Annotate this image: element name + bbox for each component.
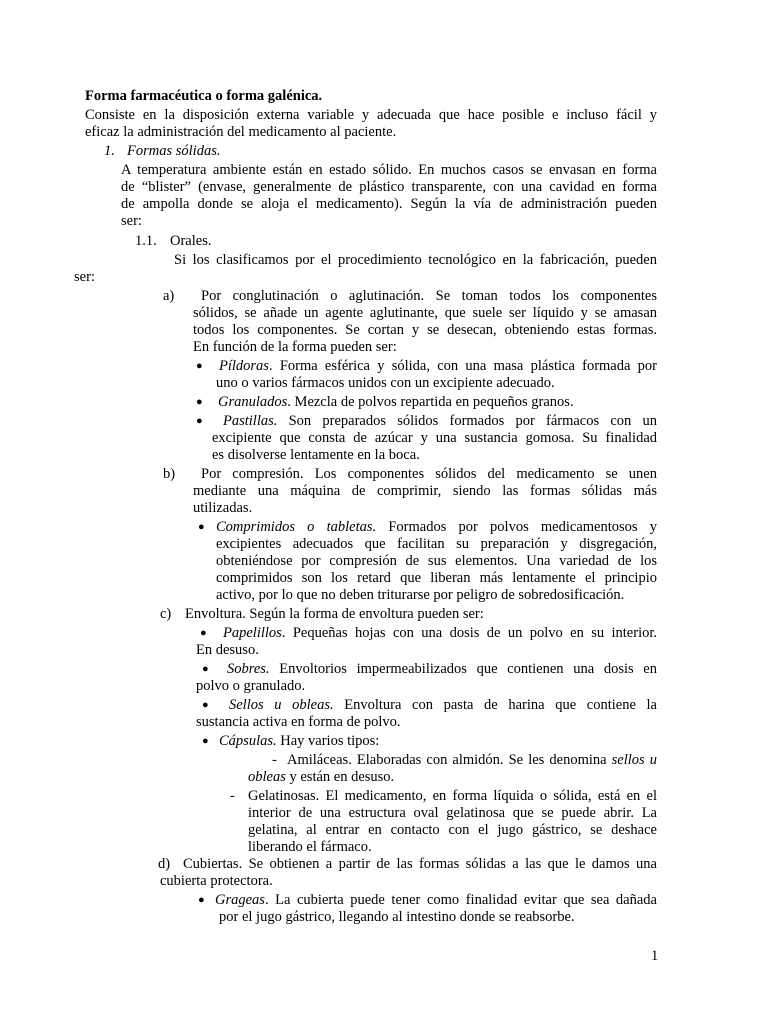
sub-dash: - bbox=[230, 788, 235, 804]
bullet-item-line: por el jugo gástrico, llegando al intestino donde se reabsorbe. bbox=[219, 909, 575, 925]
bullet-item-line: es disolverse lentamente en la boca. bbox=[212, 447, 420, 463]
intro-line-1: Consiste en la disposición externa variable y adecuada que hace posible e incluso fácil y bbox=[85, 107, 657, 123]
section-1-1-heading: Orales. bbox=[170, 233, 212, 249]
item-d-line: Cubiertas. Se obtienen a partir de las formas sólidas a las que le damos una bbox=[183, 856, 657, 872]
section-1-line: de “blister” (envase, generalmente de plástico transparente, con una cavidad en forma bbox=[121, 179, 657, 195]
page-number: 1 bbox=[651, 948, 659, 964]
bullet-item: Granulados. Mezcla de polvos repartida en pequeños granos. bbox=[218, 394, 574, 410]
section-1-number: 1. bbox=[104, 143, 115, 159]
item-b-line: utilizadas. bbox=[193, 500, 253, 516]
bullet-item: Comprimidos o tabletas. Formados por polvos medicamentosos y bbox=[216, 519, 657, 535]
bullet-item: Sellos u obleas. Envoltura con pasta de harina que contiene la bbox=[229, 697, 657, 713]
item-b-line: Por compresión. Los componentes sólidos del medicamento se unen bbox=[201, 466, 657, 482]
section-1-1-line: Si los clasificamos por el procedimiento tecnológico en la fabricación, pueden bbox=[174, 252, 657, 268]
item-a-line: En función de la forma pueden ser: bbox=[193, 339, 397, 355]
item-b-line: mediante una máquina de comprimir, siendo las formas sólidas más bbox=[193, 483, 657, 499]
bullet-icon: ● bbox=[196, 360, 203, 372]
sub-item-line: gelatina, al entrar en contacto con el jugo gástrico, se deshace bbox=[248, 822, 657, 838]
bullet-item: Grageas. La cubierta puede tener como finalidad evitar que sea dañada bbox=[215, 892, 657, 908]
bullet-item: Píldoras. Forma esférica y sólida, con una masa plástica formada por bbox=[219, 358, 657, 374]
item-c-marker: c) bbox=[160, 606, 172, 622]
bullet-item-line: excipiente que consta de azúcar y una sustancia gomosa. Su finalidad bbox=[212, 430, 657, 446]
bullet-item-line: uno o varios fármacos unidos con un excipiente adecuado. bbox=[216, 375, 555, 391]
bullet-icon: ● bbox=[198, 894, 205, 906]
bullet-item-line: obteniéndose por compresión de sus elementos. Una variedad de los bbox=[216, 553, 657, 569]
sub-item-line: interior de una estructura oval gelatinosa que se puede abrir. La bbox=[248, 805, 657, 821]
item-a-line: sólidos, se añade un agente aglutinante, que suele ser líquido y se amasan bbox=[193, 305, 657, 321]
section-1-line: A temperatura ambiente están en estado sólido. En muchos casos se envasan en forma bbox=[121, 162, 657, 178]
sub-item: Amiláceas. Elaboradas con almidón. Se les denomina sellos u bbox=[287, 752, 657, 768]
bullet-item: Papelillos. Pequeñas hojas con una dosis de un polvo en su interior. bbox=[223, 625, 657, 641]
section-1-1-number: 1.1. bbox=[135, 233, 157, 249]
intro-line-2: eficaz la administración del medicamento al paciente. bbox=[85, 124, 397, 140]
bullet-icon: ● bbox=[198, 521, 205, 533]
sub-item: Gelatinosas. El medicamento, en forma líquida o sólida, está en el bbox=[248, 788, 657, 804]
bullet-icon: ● bbox=[196, 415, 203, 427]
bullet-icon: ● bbox=[196, 396, 203, 408]
item-c-line: Envoltura. Según la forma de envoltura pueden ser: bbox=[185, 606, 484, 622]
section-1-1-line: ser: bbox=[74, 269, 95, 285]
bullet-icon: ● bbox=[202, 663, 209, 675]
item-a-line: Por conglutinación o aglutinación. Se toman todos los componentes bbox=[201, 288, 657, 304]
bullet-item-line: comprimidos son los retard que liberan más lentamente el principio bbox=[216, 570, 657, 586]
bullet-item: Pastillas. Son preparados sólidos formados por fármacos con un bbox=[223, 413, 657, 429]
item-a-line: todos los componentes. Se cortan y se desecan, obteniendo estas formas. bbox=[193, 322, 657, 338]
item-d-line: cubierta protectora. bbox=[160, 873, 273, 889]
section-1-line: de ampolla donde se aloja el medicamento). Según la vía de administración pueden bbox=[121, 196, 657, 212]
bullet-icon: ● bbox=[202, 699, 209, 711]
bullet-item-line: excipientes adecuados que facilitan su preparación y disgregación, bbox=[216, 536, 657, 552]
section-1-line: ser: bbox=[121, 213, 142, 229]
sub-dash: - bbox=[272, 752, 277, 768]
bullet-item-line: sustancia activa en forma de polvo. bbox=[196, 714, 401, 730]
document-title: Forma farmacéutica o forma galénica. bbox=[85, 88, 323, 104]
bullet-icon: ● bbox=[200, 627, 207, 639]
bullet-item: Sobres. Envoltorios impermeabilizados que contienen una dosis en bbox=[227, 661, 657, 677]
bullet-icon: ● bbox=[202, 735, 209, 747]
bullet-item: Cápsulas. Hay varios tipos: bbox=[219, 733, 380, 749]
item-d-marker: d) bbox=[158, 856, 171, 872]
bullet-item-line: activo, por lo que no deben triturarse por peligro de sobredosificación. bbox=[216, 587, 625, 603]
sub-item-line: obleas y están en desuso. bbox=[248, 769, 395, 785]
sub-item-line: liberando el fármaco. bbox=[248, 839, 372, 855]
item-a-marker: a) bbox=[163, 288, 175, 304]
bullet-item-line: polvo o granulado. bbox=[196, 678, 306, 694]
section-1-heading: Formas sólidas. bbox=[127, 143, 221, 159]
bullet-item-line: En desuso. bbox=[196, 642, 259, 658]
item-b-marker: b) bbox=[163, 466, 176, 482]
